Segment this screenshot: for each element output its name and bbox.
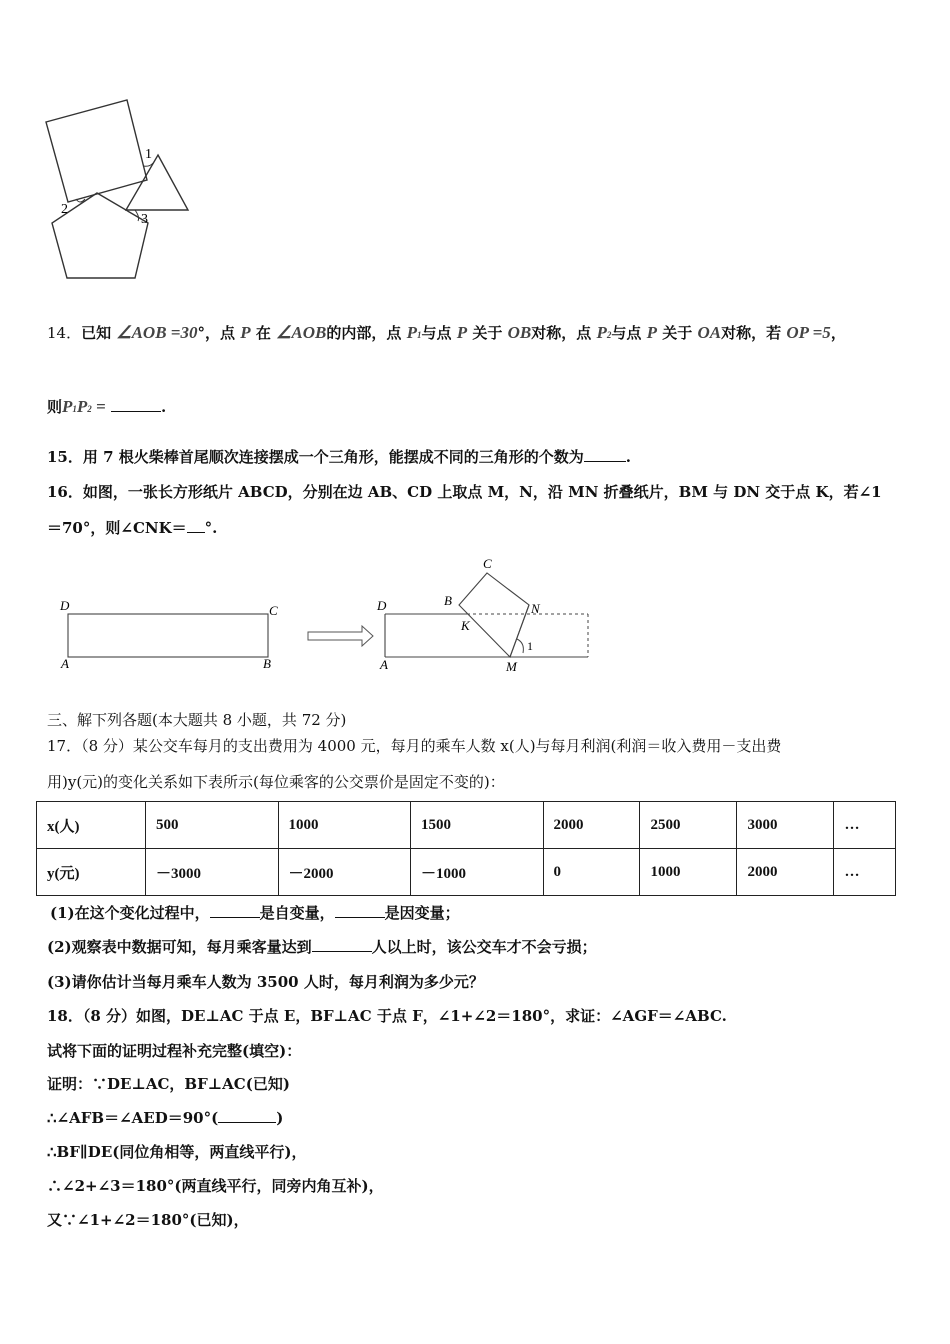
table-cell: 2000 xyxy=(543,802,640,849)
label-A: A xyxy=(61,656,69,671)
label-B2: B xyxy=(444,593,452,608)
table-cell: 2000 xyxy=(737,849,834,896)
label-A2: A xyxy=(380,657,388,672)
table-cell: 3000 xyxy=(737,802,834,849)
question-18-line1: 18．（8 分）如图，DE⊥AC 于点 E，BF⊥AC 于点 F，∠1+∠2＝180°，求证：∠AGF＝∠ABC. xyxy=(47,1007,727,1025)
question-15: 15．用 7 根火柴棒首尾顺次连接摆成一个三角形，能摆成不同的三角形的个数为 . xyxy=(47,448,631,466)
proof-line: 又∵∠1+∠2＝180°(已知)， xyxy=(47,1211,249,1229)
angle-label-1: 1 xyxy=(145,147,152,162)
label-angle-1: 1 xyxy=(527,639,533,653)
folding-figure xyxy=(55,553,605,678)
question-17-part3: (3)请你估计当每月乘车人数为 3500 人时，每月利润为多少元？ xyxy=(47,973,484,991)
question-14-line1: 14．已知 ∠AOB =30°，点 P 在 ∠AOB的内部，点 P1与点 P 关于 OB对称，点 P2与点 P 关于 OA对称，若 OP =5， xyxy=(47,323,846,342)
table-cell: 0 xyxy=(543,849,640,896)
table-cell: 2500 xyxy=(640,802,737,849)
square-shape xyxy=(46,100,147,202)
table-cell: y(元) xyxy=(37,849,146,896)
table-cell: －3000 xyxy=(146,849,279,896)
question-16-line2: ＝70°，则∠CNK＝ °. xyxy=(47,519,218,537)
table-cell: 1500 xyxy=(411,802,544,849)
table-cell: … xyxy=(834,849,896,896)
question-17-line1: 17．（8 分）某公交车每月的支出费用为 4000 元，每月的乘车人数 x(人)与每月利润(利润＝收入费用－支出费 xyxy=(47,737,782,755)
section-heading: 三、解下列各题(本大题共 8 小题，共 72 分) xyxy=(47,711,347,729)
proof-line: ∴BF∥DE(同位角相等，两直线平行)， xyxy=(47,1143,307,1161)
label-M: M xyxy=(506,659,517,674)
table-row xyxy=(37,802,896,849)
proof-line: ∴∠2+∠3＝180°(两直线平行，同旁内角互补)， xyxy=(47,1177,384,1195)
table-cell: … xyxy=(834,802,896,849)
label-K: K xyxy=(461,618,470,633)
folded-flap xyxy=(459,573,529,657)
table-cell: －1000 xyxy=(411,849,544,896)
rectangle-abcd xyxy=(68,614,268,657)
triangle-shape xyxy=(126,155,188,210)
data-table xyxy=(36,801,896,896)
proof-line: 证明：∵DE⊥AC，BF⊥AC(已知) xyxy=(47,1075,290,1093)
angle-label-3: 3 xyxy=(141,212,148,227)
angle-label-2: 2 xyxy=(61,202,68,217)
answer-blank[interactable] xyxy=(312,937,372,952)
question-17-part1: (1)在这个变化过程中， 是自变量， 是因变量； xyxy=(50,904,460,922)
label-C2: C xyxy=(483,556,492,571)
answer-blank[interactable] xyxy=(218,1108,276,1123)
table-cell: 500 xyxy=(146,802,279,849)
answer-blank[interactable] xyxy=(187,518,205,533)
table-cell: x(人) xyxy=(37,802,146,849)
table-cell: －2000 xyxy=(278,849,411,896)
answer-blank[interactable] xyxy=(210,903,260,918)
table-row xyxy=(37,849,896,896)
question-16-line1: 16．如图，一张长方形纸片 ABCD，分别在边 AB、CD 上取点 M，N，沿 MN 折叠纸片，BM 与 DN 交于点 K，若∠1 xyxy=(47,483,882,501)
polygon-figure xyxy=(40,95,200,285)
table-cell: 1000 xyxy=(278,802,411,849)
question-17-line2: 用)y(元)的变化关系如下表所示(每位乘客的公交票价是固定不变的)： xyxy=(47,773,505,791)
label-D2: D xyxy=(377,598,387,613)
question-17-part2: (2)观察表中数据可知，每月乘客量达到 人以上时，该公交车才不会亏损； xyxy=(47,938,597,956)
label-N: N xyxy=(531,601,540,616)
table-cell: 1000 xyxy=(640,849,737,896)
answer-blank[interactable] xyxy=(111,397,161,412)
right-arrow-icon xyxy=(308,626,373,646)
question-14-line2: 则P1P2 = . xyxy=(47,397,167,416)
label-D: D xyxy=(60,598,70,613)
proof-line: ∴∠AFB＝∠AED＝90°( ) xyxy=(47,1109,284,1127)
answer-blank[interactable] xyxy=(335,903,385,918)
question-18-line2: 试将下面的证明过程补充完整(填空)： xyxy=(47,1042,302,1060)
label-B: B xyxy=(263,656,271,671)
label-C: C xyxy=(269,603,278,618)
answer-blank[interactable] xyxy=(584,447,626,462)
